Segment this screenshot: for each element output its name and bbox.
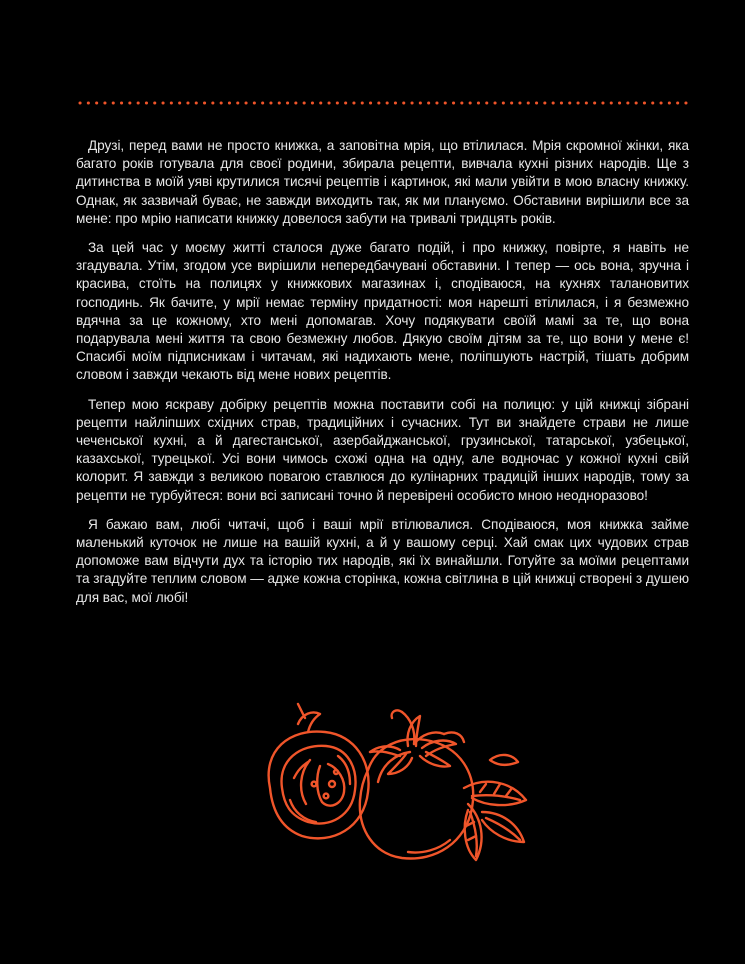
dotted-line-icon [78, 98, 692, 108]
paragraph-1: Друзі, перед вами не просто книжка, а заповітна мрія, що втілилася. Мрія скромної жінки, яка багато років готувала для своєї родини, збирала рецепти, вивчала кухні різних народів. Ще з дитинства в моїй уяві крутилися тисячі рецептів і картинок, які мали увійти в мою власну книжку. Однак, як зазвичай буває, не завжди виходить так, як ми плануємо. Обставини вирішили все за мене: про мрію написати книжку довелося забути на тривалі тридцять років. [76, 138, 689, 226]
tomatoes-icon [250, 700, 540, 885]
paragraph-2: За цей час у моєму житті сталося дуже багато подій, і про книжку, повірте, я навіть не згадувала. Утім, згодом усе вирішили непередбачувані обставини. І тепер — ось вона, зручна і красива, стоїть на полицях у книжкових магазинах і, сподіваюся, на кухнях талановитих господинь. Як бачите, у мрії немає терміну придатності: моя нарешті втілилася, і я безмежно вдячна за це кожному, хто мені допомагав. Хочу подякувати своїй мамі за те, що вона подарувала мені життя та свою безмежну любов. Дякую своїм дітям за те, що вони у мене є! Спасибі моїм підписникам і читачам, які надихають мене, поліпшують настрій, тішать добрим словом і завжди чекають від мене нових рецептів. [76, 240, 689, 383]
paragraph-3: Тепер мою яскраву добірку рецептів можна поставити собі на полицю: у цій книжці зібрані рецепти найліпших східних страв, традиційних і сучасних. Тут ви знайдете страви не лише чеченської кухні, а й дагестанської, азербайджанської, грузинської, татарської, узбецької, казахської, турецької. Усі вони чимось схожі одна на одну, але водночас у кожної кухні свій колорит. Я завжди з великою повагою ставлюся до кулінарних традицій інших народів, тому за рецепти не турбуйтеся: вони всі записані точно й перевірені особисто мною неодноразово! [76, 396, 689, 503]
intro-text [76, 137, 689, 618]
paragraph-4: Я бажаю вам, любі читачі, щоб і ваші мрії втілювалися. Сподіваюся, моя книжка займе маленький куточок не лише на вашій кухні, а й у вашому серці. Хай смак цих чудових страв допоможе вам відчути дух та історію тих народів, які їх винайшли. Готуйте за моїми рецептами та згадуйте теплим словом — адже кожна сторінка, кожна світлина в цій книжці створені з душею для вас, мої любі! [76, 516, 689, 605]
